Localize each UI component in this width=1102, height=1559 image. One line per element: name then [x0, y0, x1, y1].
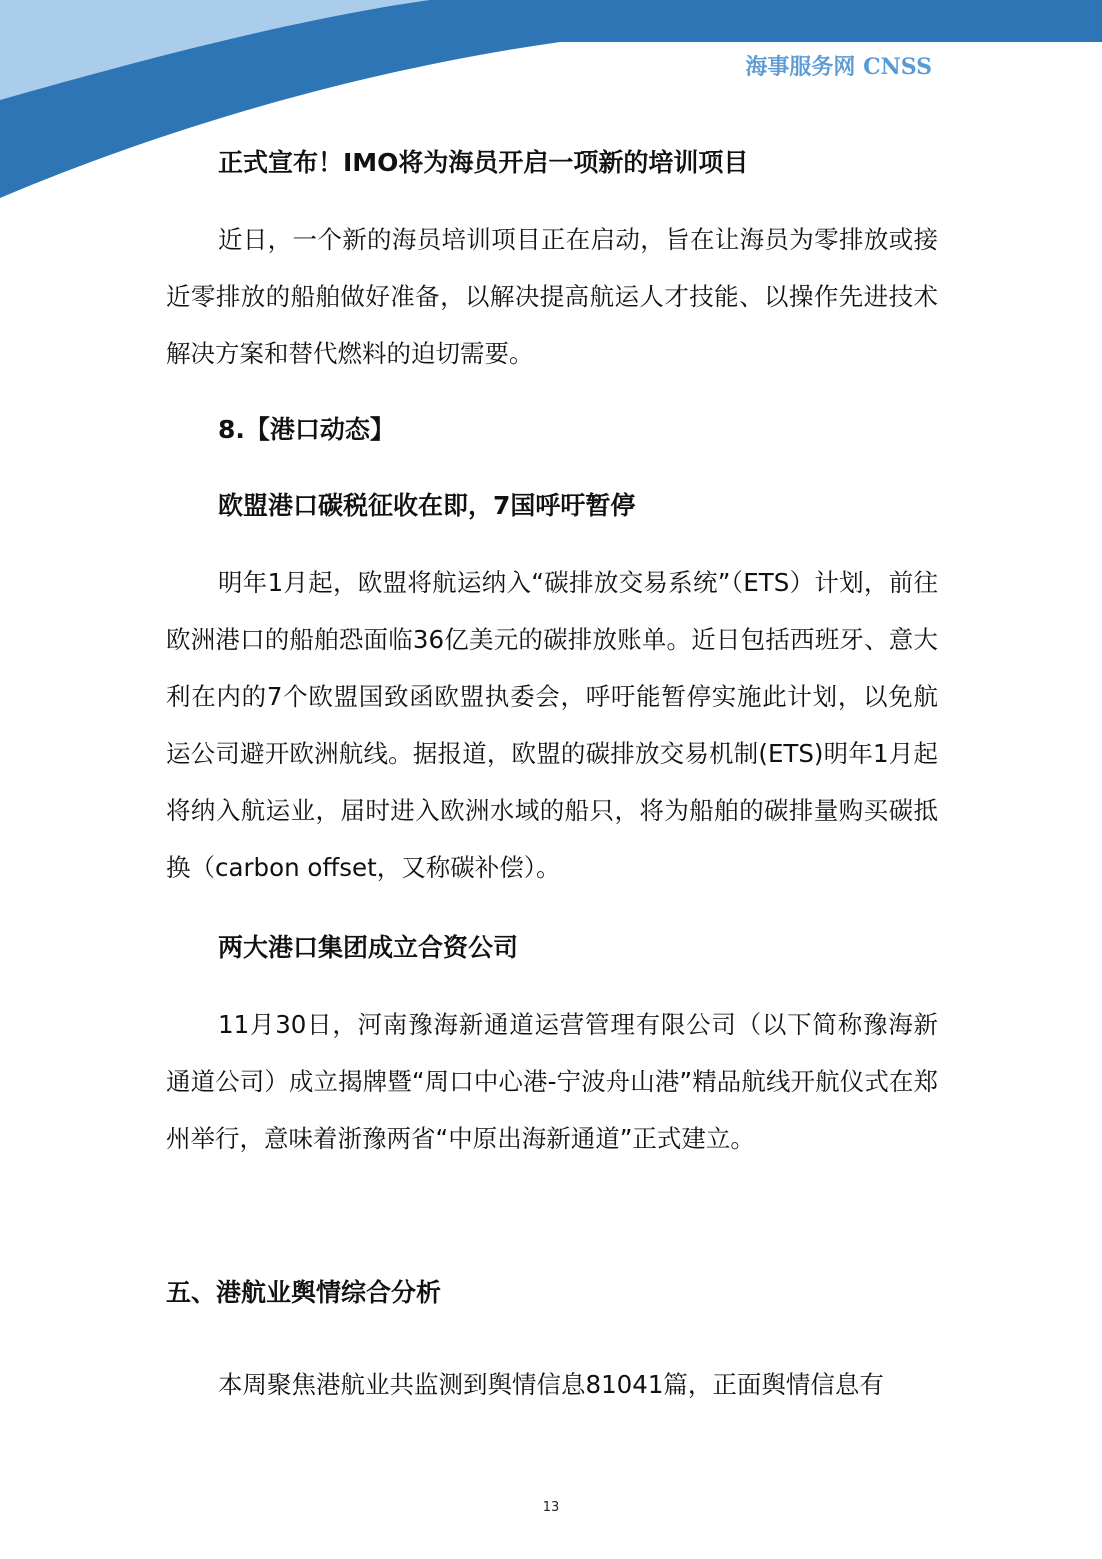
port-news-heading: 8.【港口动态】	[218, 415, 395, 444]
jv-title: 两大港口集团成立合资公司	[218, 933, 519, 962]
jv-paragraph: 11月30日，河南豫海新通道运营管理有限公司（以下简称豫海新通道公司）成立揭牌暨“周口中心港-宁波舟山港”精品航线开航仪式在郑州举行，意味着浙豫两省“中原出海新通道”正式建立。	[166, 1010, 938, 1153]
eu-carbon-title: 欧盟港口碳税征收在即，7国呼吁暂停	[218, 491, 636, 520]
imo-training-title: 正式宣布！IMO将为海员开启一项新的培训项目	[218, 148, 749, 177]
brand-label: 海事服务网 CNSS	[745, 54, 932, 80]
analysis-heading: 五、港航业舆情综合分析	[166, 1278, 442, 1307]
page-number: 13	[542, 1500, 560, 1515]
imo-training-paragraph: 近日，一个新的海员培训项目正在启动，旨在让海员为零排放或接近零排放的船舶做好准备，以解决提高航运人才技能、以操作先进技术解决方案和替代燃料的迫切需要。	[166, 225, 938, 368]
analysis-paragraph: 本周聚焦港航业共监测到舆情信息81041篇，正面舆情信息有	[218, 1370, 884, 1399]
eu-carbon-paragraph: 明年1月起，欧盟将航运纳入“碳排放交易系统”（ETS）计划，前往欧洲港口的船舶恐面临36亿美元的碳排放账单。近日包括西班牙、意大利在内的7个欧盟国致函欧盟执委会，呼吁能暂停实施此计划，以免航运公司避开欧洲航线。据报道，欧盟的碳排放交易机制(ETS)明年1月起将纳入航运业，届时进入欧洲水域的船只，将为船舶的碳排量购买碳抵换（carbon offset，又称碳补偿）。	[166, 568, 938, 882]
